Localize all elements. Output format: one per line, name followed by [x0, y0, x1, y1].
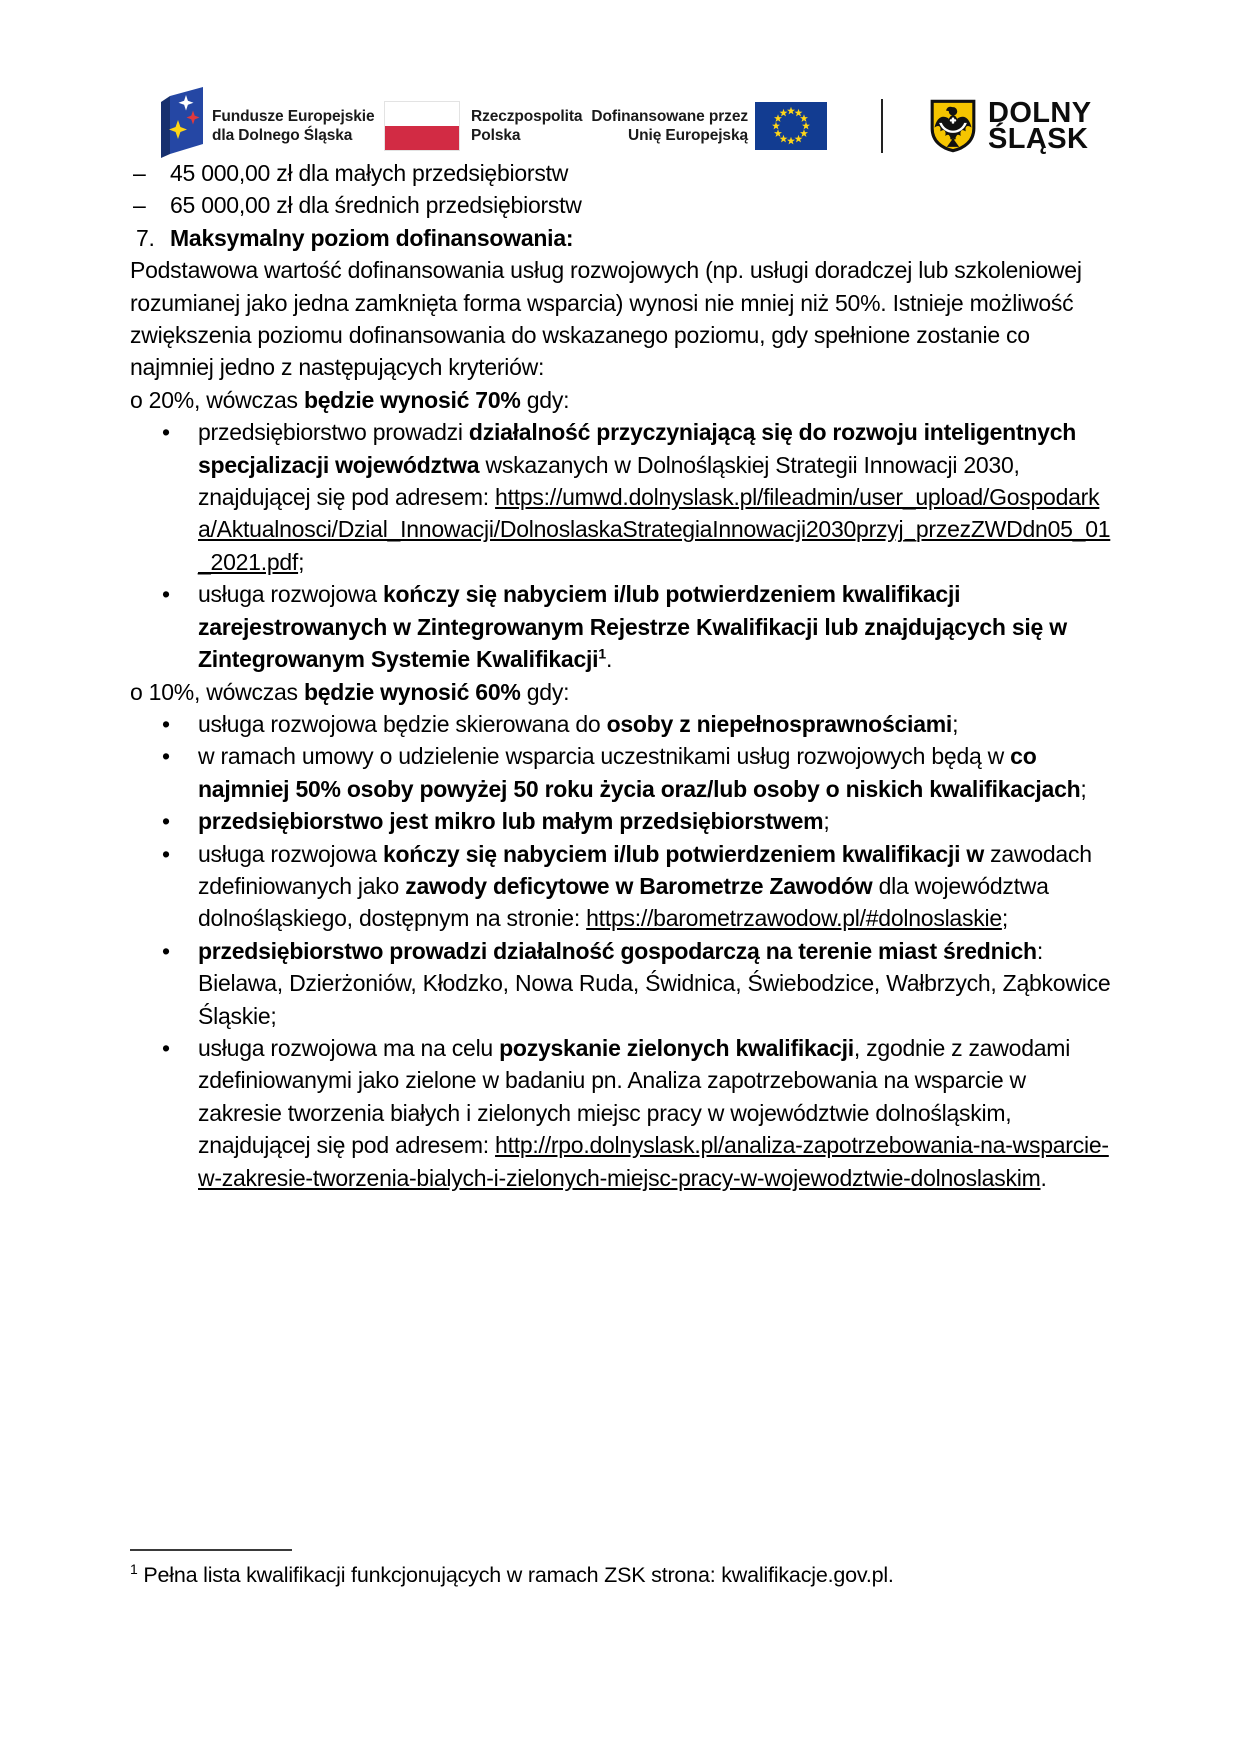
text-segment: przedsiębiorstwo jest mikro lub małym przedsiębiorstwem — [198, 808, 824, 835]
footnote-marker: 1 — [130, 1560, 138, 1577]
text-segment: . — [1040, 1164, 1047, 1191]
text-segment: zawody deficytowe w Barometrze Zawodów — [405, 872, 873, 899]
footnote-reference: 1 — [598, 646, 606, 663]
text-segment: 65 000,00 zł dla średnich przedsiębiorstw — [170, 192, 582, 219]
bullet-item — [130, 416, 1115, 578]
bullet-item — [130, 805, 1115, 837]
hyperlink[interactable]: https://umwd.dolnyslask.pl/fileadmin/user_upload/Gospodarka/Aktualnosci/Dzial_Innowacji/DolnoslaskaStrategiaInnowacji2030przyj_przezZWDdn05_01_2021.pdf — [198, 484, 1111, 575]
paragraph — [130, 384, 1115, 416]
bullet-item — [130, 935, 1115, 1032]
text-segment: pozyskanie zielonych kwalifikacji — [499, 1034, 854, 1061]
text-segment: przedsiębiorstwo prowadzi — [198, 419, 469, 446]
logo-divider — [881, 99, 883, 153]
eu-funding-label: Dofinansowane przez Unię Europejską — [591, 108, 748, 144]
text-segment: działalność przyczyniającą się do rozwoju inteligentnych specjalizacji województwa — [198, 419, 1077, 478]
text-segment: gdy: — [520, 386, 570, 413]
document-header — [0, 0, 1241, 170]
text-segment: usługa rozwojowa będzie skierowana do — [198, 710, 607, 737]
text-segment: przedsiębiorstwo prowadzi działalność gospodarczą na terenie miast średnich — [198, 937, 1037, 964]
text-segment: będzie wynosić 70% — [303, 386, 521, 413]
text-segment: Maksymalny poziom dofinansowania: — [170, 224, 574, 251]
hyperlink[interactable]: http://rpo.dolnyslask.pl/analiza-zapotrzebowania-na-wsparcie-w-zakresie-tworzenia-bialych-i-zielonych-miejsc-pracy-w-wojewodztwie-dolnoslaskim — [198, 1132, 1109, 1191]
text-segment: ; — [1001, 905, 1009, 932]
eu-funds-logo-label: Fundusze Europejskie dla Dolnego Śląska — [212, 108, 375, 144]
footnote-separator — [130, 1549, 292, 1551]
bullet-marker: • — [162, 419, 170, 446]
footnote-text: $^1$ Pełna lista kwalifikacji funkcjonujących w ramach ZSK strona: kwalifikacje.gov.pl. — [130, 1560, 894, 1587]
text-segment: Podstawowa wartość dofinansowania usług rozwojowych (np. usługi doradczej lub szkoleniowej rozumianej jako jedna zamknięta forma wsparcia) wynosi nie mniej niż 50%. Istnieje możliwość zwiększenia poziomu dofinansowania do wskazanego poziomu, gdy spełnione zostanie co najmniej jedno z następujących kryteriów: — [130, 257, 1082, 381]
bullet-item — [130, 708, 1115, 740]
dash-marker: – — [133, 160, 146, 186]
text-segment: dla województwa dolnośląskiego, dostępnym na stronie: — [198, 872, 1049, 932]
text-segment: 45 000,00 zł dla małych przedsiębiorstw — [170, 160, 569, 186]
bullet-item — [130, 578, 1115, 675]
text-segment: ; — [823, 808, 830, 835]
text-segment: zawodach zdefiniowanych jako — [198, 840, 1092, 899]
bullet-item — [130, 838, 1115, 935]
numbered-heading — [130, 222, 1115, 254]
text-segment: ; — [298, 548, 305, 575]
hyperlink[interactable]: https://barometrzawodow.pl/#dolnoslaskie — [586, 905, 1002, 932]
dash-marker: – — [133, 192, 146, 219]
text-segment: usługa rozwojowa — [198, 581, 383, 608]
dolny-slask-crest — [929, 99, 977, 153]
bullet-marker: • — [162, 1034, 170, 1061]
text-segment: kończy się nabyciem i/lub potwierdzeniem kwalifikacji zarejestrowanych w Zintegrowanym Rejestrze Kwalifikacji lub znajdujących się w Zintegrowanym Systemie Kwalifikacji — [198, 581, 1067, 673]
text-segment: ; — [1080, 775, 1087, 802]
bullet-marker: • — [162, 808, 170, 835]
text-segment: . — [605, 646, 613, 673]
bullet-marker: • — [162, 743, 170, 770]
text-segment: usługa rozwojowa — [198, 840, 383, 867]
text-segment: gdy: — [520, 678, 570, 705]
bullet-item — [130, 1032, 1115, 1194]
text-segment: usługa rozwojowa ma na celu — [198, 1034, 500, 1061]
text-segment: o 10%, wówczas — [130, 678, 304, 705]
text-segment: wskazanych w Dolnośląskiej Strategii Innowacji 2030, znajdującej się pod adresem: — [198, 451, 1020, 511]
text-segment: , zgodnie z zawodami zdefiniowanymi jako zielone w badaniu pn. Analiza zapotrzebowania na wsparcie w zakresie tworzenia białych i zielonych miejsc pracy w województwie dolnośląskim, znajdującej się pod adresem: — [198, 1034, 1071, 1159]
eu-flag — [755, 102, 827, 150]
bullet-marker: • — [162, 710, 170, 737]
text-segment: o 20%, wówczas — [130, 386, 304, 413]
text-segment: ; — [952, 710, 959, 737]
text-segment: co najmniej 50% osoby powyżej 50 roku życia oraz/lub osoby o niskich kwalifikacjach — [198, 743, 1081, 802]
text-segment: osoby z niepełnosprawnościami — [606, 710, 953, 737]
paragraph — [130, 676, 1115, 708]
paragraph — [130, 254, 1115, 384]
bullet-marker: • — [162, 840, 170, 867]
number-marker: 7. — [136, 224, 155, 251]
poland-flag — [385, 102, 459, 150]
text-segment: : Bielawa, Dzierżoniów, Kłodzko, Nowa Ruda, Świdnica, Świebodzice, Wałbrzych, Ząbkowice Śląskie; — [198, 937, 1111, 1029]
bullet-marker: • — [162, 581, 170, 608]
text-segment: kończy się nabyciem i/lub potwierdzeniem kwalifikacji w — [382, 840, 985, 867]
eu-funds-logo — [161, 86, 203, 158]
bullet-item — [130, 740, 1115, 805]
footnote — [130, 1549, 1115, 1590]
bullet-marker: • — [162, 937, 170, 964]
poland-label: Rzeczpospolita Polska — [471, 108, 583, 144]
text-segment: w ramach umowy o udzielenie wsparcia uczestnikami usług rozwojowych będą w — [198, 743, 1011, 770]
dash-item — [130, 157, 1115, 189]
document-body — [130, 157, 1115, 1194]
text-segment: będzie wynosić 60% — [303, 678, 521, 705]
dolny-slask-label: DOLNY ŚLĄSK — [988, 97, 1092, 155]
dash-item — [130, 189, 1115, 221]
